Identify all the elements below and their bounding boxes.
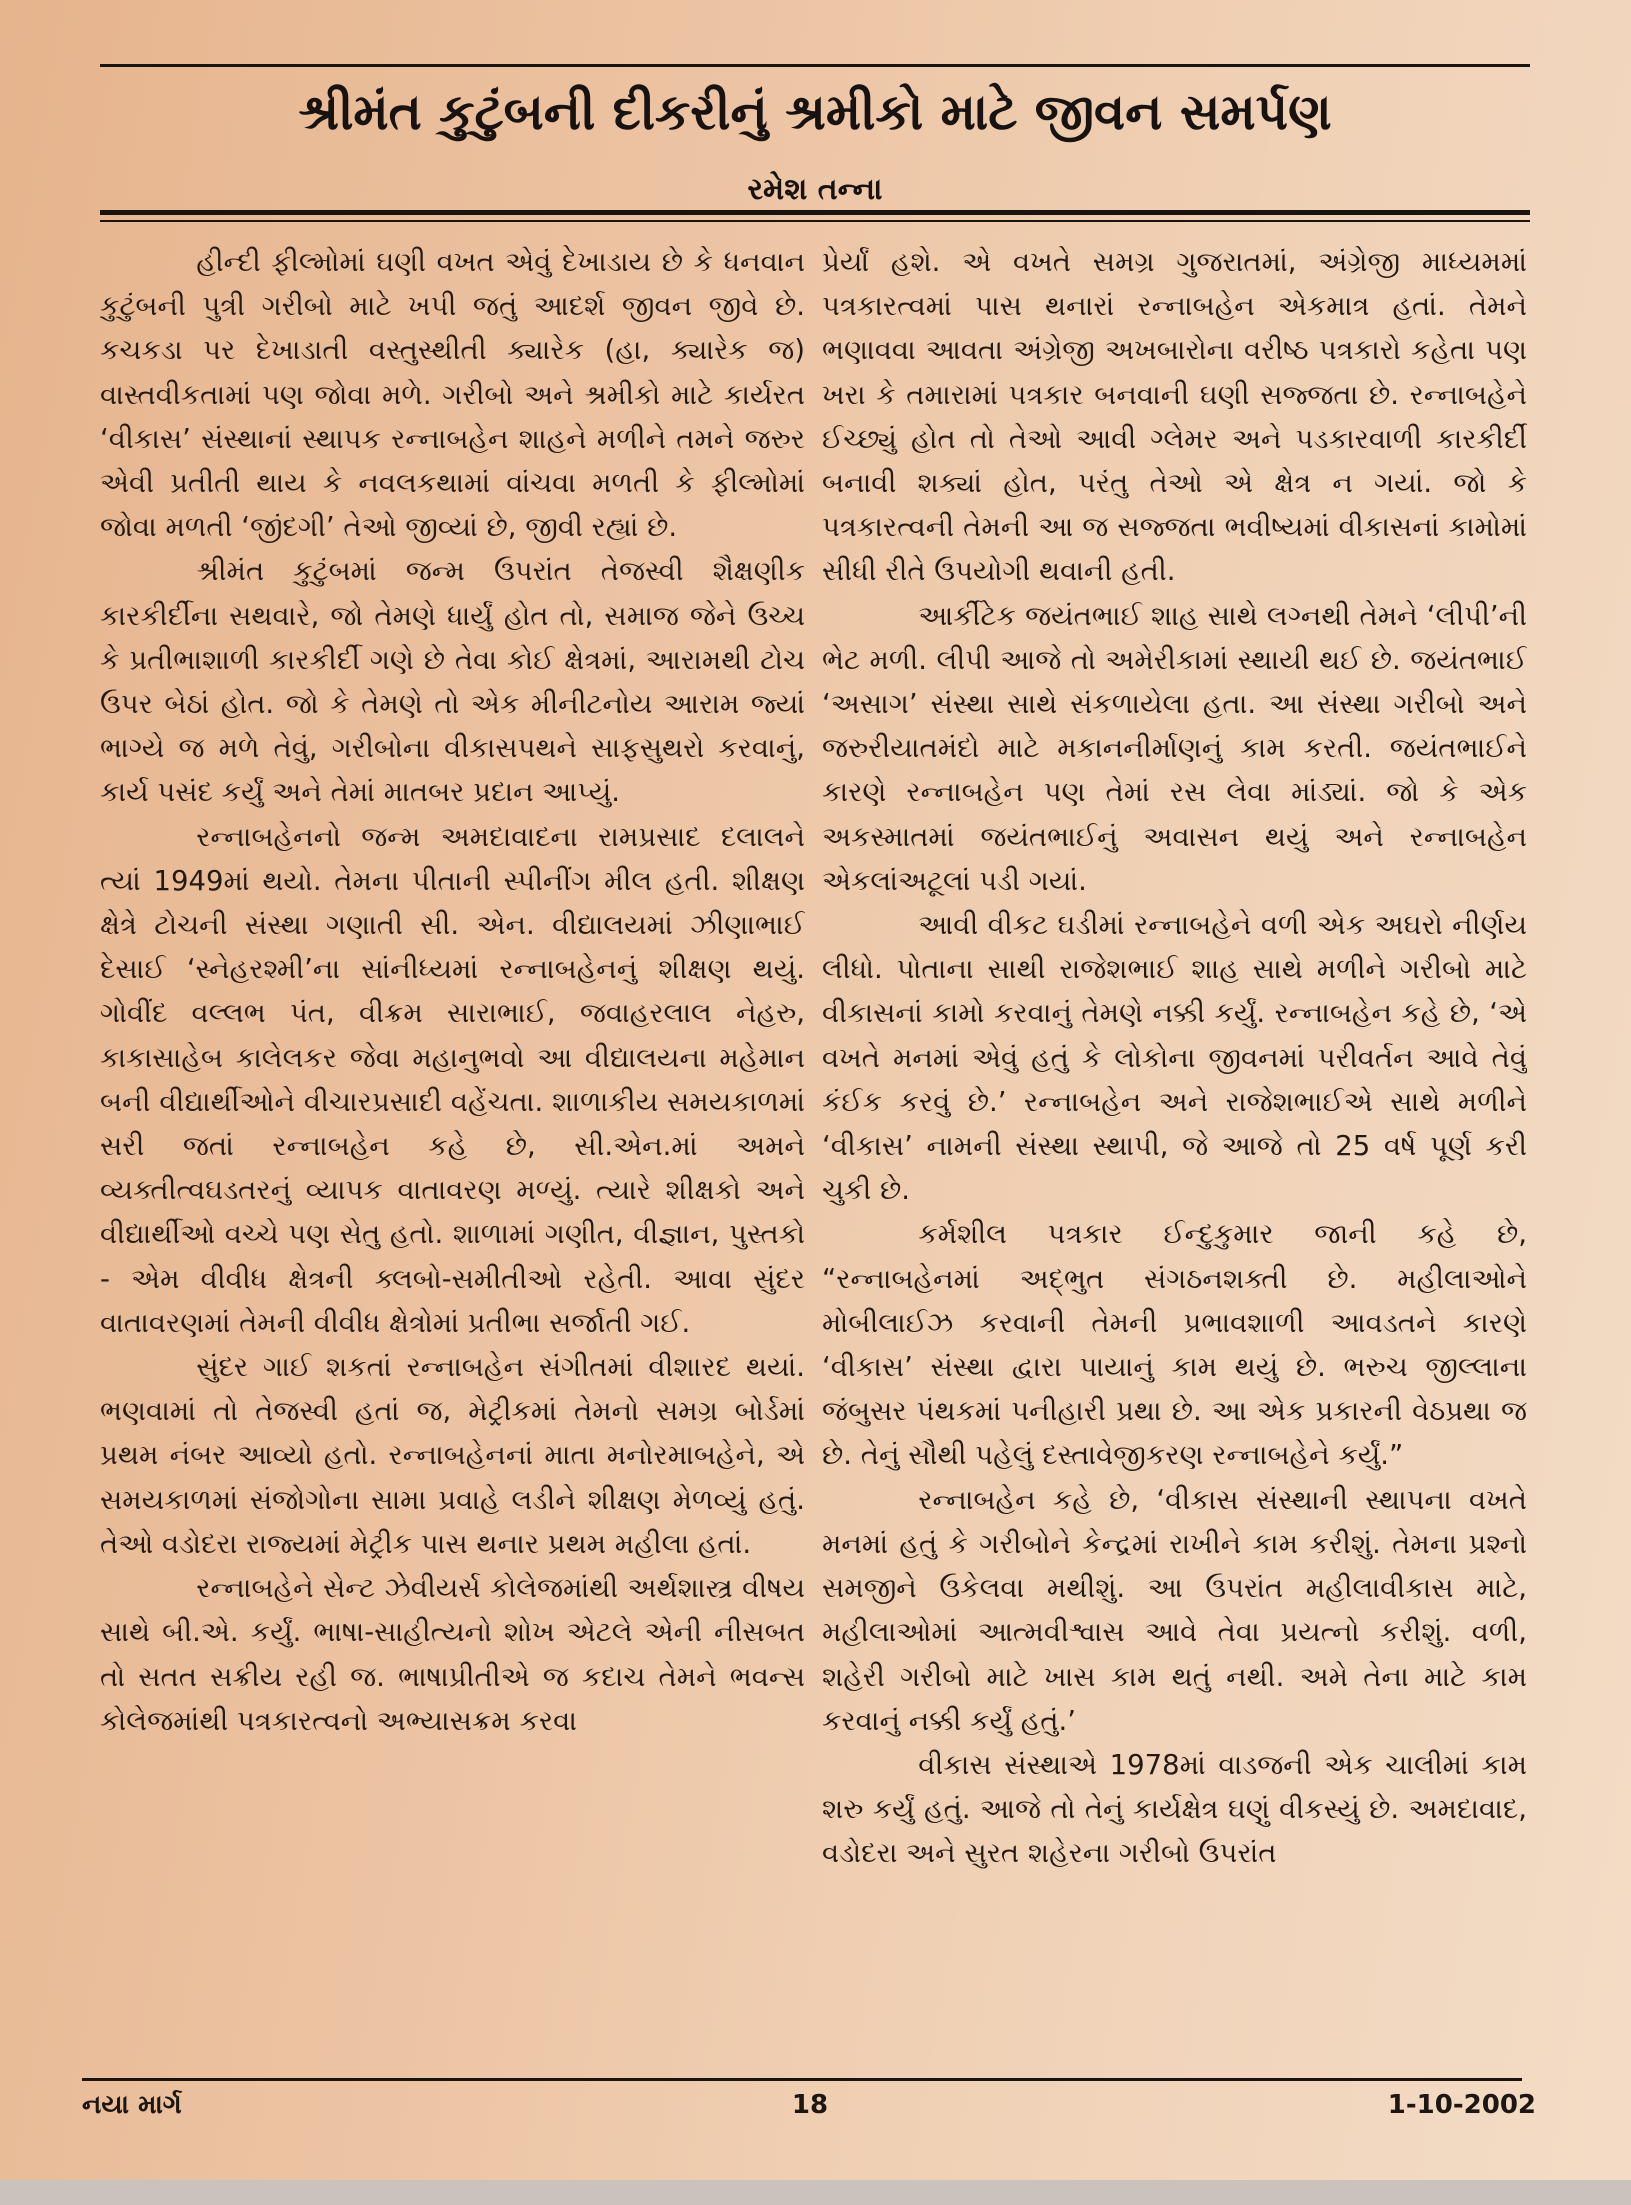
publication-name: નયા માર્ગ <box>82 2090 182 2120</box>
paragraph: શ્રીમંત કુટુંબમાં જન્મ ઉપરાંત તેજસ્વી શૈક્ષણીક કારકીર્દીના સથવારે, જો તેમણે ધાર્યું હોત તો, સમાજ જેને ઉચ્ચ કે પ્રતીભાશાળી કારકીર્દી ગણે છે તેવા કોઈ ક્ષેત્રમાં, આરામથી ટોચ ઉપર બેઠાં હોત. જો કે તેમણે તો એક મીનીટનોય આરામ જ્યાં ભાગ્યે જ મળે તેવું, ગરીબોના વીકાસપથને સાફસુથરો કરવાનું, કાર્ય પસંદ કર્યું અને તેમાં માતબર પ્રદાન આપ્યું. <box>100 555 805 809</box>
header-rule-thick <box>100 210 1530 215</box>
right-column <box>822 240 1527 2055</box>
scan-bottom-strip <box>0 2180 1631 2205</box>
paragraph: આર્કીટેક જયંતભાઈ શાહ સાથે લગ્નથી તેમને ‘લીપી’ની ભેટ મળી. લીપી આજે તો અમેરીકામાં સ્થાયી થઈ છે. જયંતભાઈ ‘અસાગ’ સંસ્થા સાથે સંકળાયેલા હતા. આ સંસ્થા ગરીબો અને જરુરીયાતમંદો માટે મકાનનીર્માણનું કામ કરતી. જયંતભાઈને કારણે રન્નાબહેન પણ તેમાં રસ લેવા માંડ્યાં. જો કે એક અકસ્માતમાં જયંતભાઈનું અવાસન થયું અને રન્નાબહેન એકલાંઅટૂલાં પડી ગયાં. <box>822 599 1527 897</box>
author-byline: રમેશ તન્ના <box>747 172 883 207</box>
paragraph: રન્નાબહેન કહે છે, ‘વીકાસ સંસ્થાની સ્થાપના વખતે મનમાં હતું કે ગરીબોને કેન્દ્રમાં રાખીને કામ કરીશું. તેમના પ્રશ્નો સમજીને ઉકેલવા મથીશું. આ ઉપરાંત મહીલાવીકાસ માટે, મહીલાઓમાં આત્મવીશ્વાસ આવે તેવા પ્રયત્નો કરીશું. વળી, શહેરી ગરીબો માટે ખાસ કામ થતું નથી. અમે તેના માટે કામ કરવાનું નક્કી કર્યું હતું.’ <box>822 1483 1527 1737</box>
header-rule-thin <box>100 220 1530 222</box>
footer-rule <box>82 2078 1522 2081</box>
page-number: 18 <box>791 2090 829 2120</box>
paragraph-continuation: પ્રેર્યાં હશે. એ વખતે સમગ્ર ગુજરાતમાં, અંગ્રેજી માધ્યમમાં પત્રકારત્વમાં પાસ થનારાં રન્નાબહેન એકમાત્ર હતાં. તેમને ભણાવવા આવતા અંગ્રેજી અખબારોના વરીષ્ઠ પત્રકારો કહેતા પણ ખરા કે તમારામાં પત્રકાર બનવાની ઘણી સજ્જતા છે. રન્નાબહેને ઈચ્છ્યું હોત તો તેઓ આવી ગ્લેમર અને પડકારવાળી કારકીર્દી બનાવી શક્યાં હોત, પરંતુ તેઓ એ ક્ષેત્ર ન ગયાં. જો કે પત્રકારત્વની તેમની આ જ સજ્જતા ભવીષ્યમાં વીકાસનાં કામોમાં સીધી રીતે ઉપયોગી થવાની હતી. <box>822 246 1527 588</box>
paragraph: વીકાસ સંસ્થાએ 1978માં વાડજની એક ચાલીમાં કામ શરુ કર્યું હતું. આજે તો તેનું કાર્યક્ષેત્ર ઘણું વીકસ્યું છે. અમદાવાદ, વડોદરા અને સુરત શહેરના ગરીબો ઉપરાંત <box>822 1748 1527 1870</box>
issue-date: 1-10-2002 <box>1387 2090 1536 2120</box>
paragraph: રન્નાબહેનનો જન્મ અમદાવાદના રામપ્રસાદ દલાલને ત્યાં 1949માં થયો. તેમના પીતાની સ્પીનીંગ મીલ હતી. શીક્ષણ ક્ષેત્રે ટોચની સંસ્થા ગણાતી સી. એન. વીદ્યાલયમાં ઝીણાભાઈ દેસાઈ ‘સ્નેહરશ્મી’ના સાંનીધ્યમાં રન્નાબહેનનું શીક્ષણ થયું. ગોવીંદ વલ્લભ પંત, વીક્રમ સારાભાઈ, જવાહરલાલ નેહરુ, કાકાસાહેબ કાલેલકર જેવા મહાનુભવો આ વીદ્યાલયના મહેમાન બની વીદ્યાર્થીઓને વીચારપ્રસાદી વહેંચતા. શાળાકીય સમયકાળમાં સરી જતાં રન્નાબહેન કહે છે, સી.એન.માં અમને વ્યક્તીત્વઘડતરનું વ્યાપક વાતાવરણ મળ્યું. ત્યારે શીક્ષકો અને વીદ્યાર્થીઓ વચ્ચે પણ સેતુ હતો. શાળામાં ગણીત, વીજ્ઞાન, પુસ્તકો - એમ વીવીધ ક્ષેત્રની ક્લબો-સમીતીઓ રહેતી. આવા સુંદર વાતાવરણમાં તેમની વીવીધ ક્ષેત્રોમાં પ્રતીભા સર્જાતી ગઈ. <box>100 820 805 1339</box>
paragraph: રન્નાબહેને સેન્ટ ઝેવીયર્સ કોલેજમાંથી અર્થશાસ્ત્ર વીષય સાથે બી.એ. કર્યું. ભાષા-સાહીત્યનો શોખ એટલે એની નીસબત તો સતત સક્રીય રહી જ. ભાષાપ્રીતીએ જ કદાચ તેમને ભવન્સ કોલેજમાંથી પત્રકારત્વનો અભ્યાસક્રમ કરવા <box>100 1572 805 1737</box>
paragraph: સુંદર ગાઈ શકતાં રન્નાબહેન સંગીતમાં વીશારદ થયાં. ભણવામાં તો તેજસ્વી હતાં જ, મેટ્રીકમાં તેમનો સમગ્ર બોર્ડમાં પ્રથમ નંબર આવ્યો હતો. રન્નાબહેનનાં માતા મનોરમાબહેને, એ સમયકાળમાં સંજોગોના સામા પ્રવાહે લડીને શીક્ષણ મેળવ્યું હતું. તેઓ વડોદરા રાજ્યમાં મેટ્રીક પાસ થનાર પ્રથમ મહીલા હતાં. <box>100 1351 805 1560</box>
left-column <box>100 240 805 2055</box>
paragraph: કર્મશીલ પત્રકાર ઈન્દુકુમાર જાની કહે છે, “રન્નાબહેનમાં અદ્ભુત સંગઠનશક્તી છે. મહીલાઓને મોબીલાઈઝ કરવાની તેમની પ્રભાવશાળી આવડતને કારણે ‘વીકાસ’ સંસ્થા દ્વારા પાયાનું કામ થયું છે. ભરુચ જીલ્લાના જંબુસર પંથકમાં પનીહારી પ્રથા છે. આ એક પ્રકારની વેઠપ્રથા જ છે. તેનું સૌથી પહેલું દસ્તાવેજીકરણ રન્નાબહેને કર્યું.” <box>822 1218 1527 1472</box>
paragraph: આવી વીકટ ઘડીમાં રન્નાબહેને વળી એક અઘરો નીર્ણય લીધો. પોતાના સાથી રાજેશભાઈ શાહ સાથે મળીને ગરીબો માટે વીકાસનાં કામો કરવાનું તેમણે નક્કી કર્યું. રન્નાબહેન કહે છે, ‘એ વખતે મનમાં એવું હતું કે લોકોના જીવનમાં પરીવર્તન આવે તેવું કંઈક કરવું છે.’ રન્નાબહેન અને રાજેશભાઈએ સાથે મળીને ‘વીકાસ’ નામની સંસ્થા સ્થાપી, જે આજે તો 25 વર્ષ પૂર્ણ કરી ચુકી છે. <box>822 909 1527 1207</box>
article-title: શ્રીમંત કુટુંબની દીકરીનું શ્રમીકો માટે જીવન સમર્પણ <box>298 83 1332 141</box>
paragraph: હીન્દી ફીલ્મોમાં ઘણી વખત એવું દેખાડાય છે કે ધનવાન કુટુંબની પુત્રી ગરીબો માટે ખપી જતું આદર્શ જીવન જીવે છે. કચકડા પર દેખાડાતી વસ્તુસ્થીતી ક્યારેક (હા, ક્યારેક જ) વાસ્તવીકતામાં પણ જોવા મળે. ગરીબો અને શ્રમીકો માટે કાર્યરત ‘વીકાસ’ સંસ્થાનાં સ્થાપક રન્નાબહેન શાહને મળીને તમને જરુર એવી પ્રતીતી થાય કે નવલકથામાં વાંચવા મળતી કે ફીલ્મોમાં જોવા મળતી ‘જીંદગી’ તેઓ જીવ્યાં છે, જીવી રહ્યાં છે. <box>100 246 805 544</box>
top-rule <box>100 64 1530 67</box>
